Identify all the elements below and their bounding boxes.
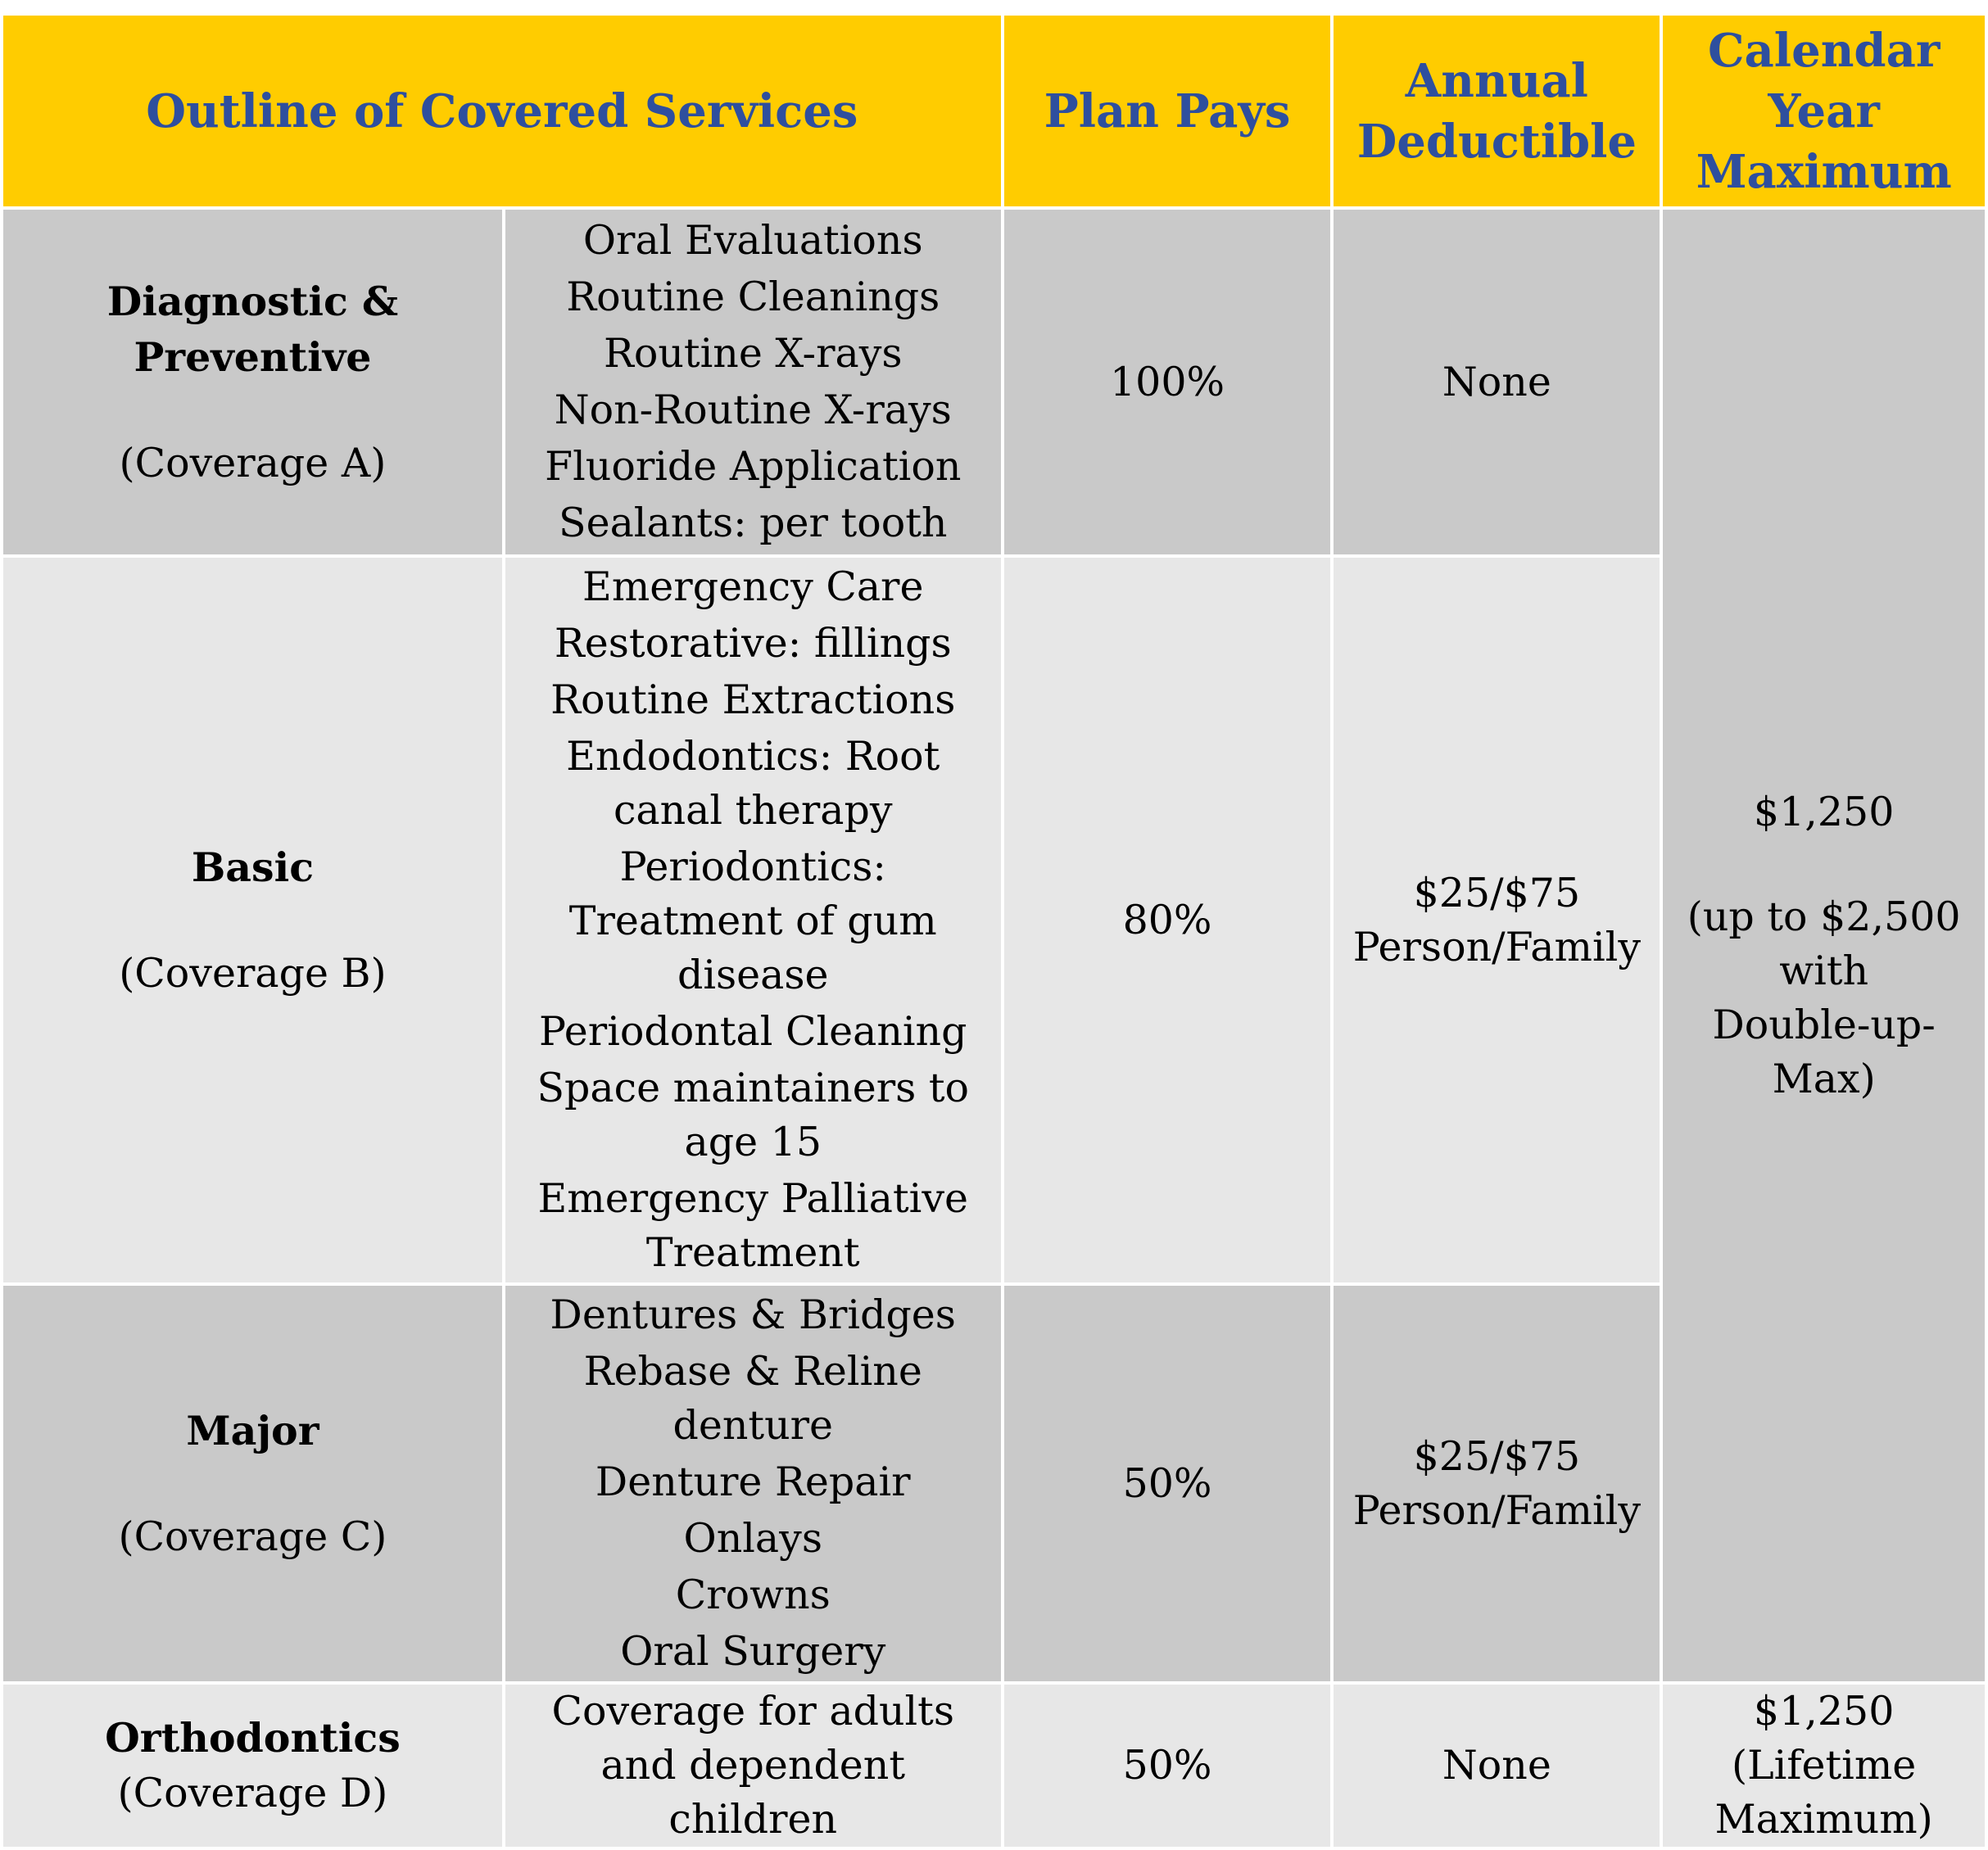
service-item: Space maintainers to age 15 — [537, 1065, 970, 1165]
service-item: Oral Surgery — [620, 1628, 886, 1675]
service-item: Fluoride Application — [545, 443, 962, 490]
deductible-value: $25/$75 — [1413, 1432, 1581, 1480]
coverage-table-wrapper — [0, 12, 1988, 1850]
header-maximum-line-1: Calendar — [1707, 23, 1940, 78]
deductible-value: None — [1442, 358, 1551, 405]
coverage-label: (Coverage A) — [119, 439, 387, 486]
maximum-amount: $1,250 — [1753, 788, 1895, 835]
category-cell — [2, 556, 504, 1284]
category-name: Orthodontics — [105, 1714, 401, 1762]
services-cell — [504, 208, 1003, 556]
service-item: Routine X-rays — [603, 330, 903, 377]
deductible-cell — [1332, 1683, 1661, 1848]
service-item: Emergency Palliative Treatment — [537, 1175, 969, 1276]
service-item: Rebase & Reline denture — [583, 1348, 922, 1449]
services-cell — [504, 1284, 1003, 1683]
table-row — [2, 208, 1986, 556]
plan-pays-value: 80% — [1122, 896, 1212, 943]
header-deductible-line-1: Annual — [1405, 53, 1588, 108]
service-item: Dentures & Bridges — [550, 1291, 956, 1338]
service-item: Denture Repair — [595, 1459, 911, 1505]
service-item: Periodontal Cleaning — [539, 1008, 967, 1055]
shared-maximum-cell — [1661, 208, 1986, 1683]
plan-pays-value: 100% — [1110, 358, 1225, 405]
lifetime-maximum-value: $1,250 (Lifetime Maximum) — [1714, 1688, 1933, 1843]
maximum-note-line-1: (up to $2,500 — [1687, 893, 1961, 940]
category-cell — [2, 1683, 504, 1848]
plan-pays-value: 50% — [1122, 1742, 1212, 1789]
category-name: Basic — [191, 843, 315, 891]
maximum-note-line-3: Double-up-Max) — [1712, 1001, 1936, 1102]
plan-pays-value: 50% — [1122, 1459, 1212, 1507]
coverage-label: (Coverage C) — [118, 1513, 387, 1560]
service-item: Non-Routine X-rays — [554, 387, 952, 433]
service-item: Onlays — [683, 1515, 822, 1562]
deductible-value: None — [1442, 1742, 1551, 1789]
service-item: Crowns — [675, 1572, 831, 1618]
service-item: Coverage for adults and dependent children — [551, 1688, 955, 1843]
deductible-value: $25/$75 — [1413, 869, 1581, 916]
deductible-basis: Person/Family — [1352, 1486, 1642, 1534]
plan-pays-cell — [1003, 556, 1333, 1284]
service-item: Routine Extractions — [550, 676, 956, 723]
service-item: Emergency Care — [582, 563, 924, 610]
deductible-cell — [1332, 208, 1661, 556]
deductible-cell — [1332, 1284, 1661, 1683]
covered-services-table — [0, 12, 1988, 1850]
header-outline-label: Outline of Covered Services — [146, 84, 858, 138]
header-calendar-year-maximum — [1661, 14, 1986, 208]
category-cell — [2, 1284, 504, 1683]
category-cell — [2, 208, 504, 556]
table-row — [2, 1683, 1986, 1848]
header-annual-deductible — [1332, 14, 1661, 208]
service-item: Restorative: fillings — [554, 620, 952, 667]
services-cell — [504, 556, 1003, 1284]
service-item: Routine Cleanings — [566, 274, 940, 320]
maximum-cell — [1661, 1683, 1986, 1848]
service-item: Endodontics: Root canal therapy — [566, 733, 940, 834]
coverage-label: (Coverage B) — [119, 949, 387, 997]
service-item: Oral Evaluations — [582, 217, 923, 264]
header-plan-pays — [1003, 14, 1333, 208]
plan-pays-cell — [1003, 1284, 1333, 1683]
header-plan-pays-label: Plan Pays — [1044, 84, 1291, 138]
plan-pays-cell — [1003, 208, 1333, 556]
category-name: Diagnostic & Preventive — [106, 277, 399, 381]
services-cell — [504, 1683, 1003, 1848]
header-maximum-line-2: Year — [1768, 84, 1880, 138]
coverage-label: (Coverage D) — [117, 1770, 388, 1816]
header-row — [2, 14, 1986, 208]
service-item: Periodontics: Treatment of gum disease — [568, 844, 937, 998]
service-item: Sealants: per tooth — [559, 500, 948, 546]
deductible-basis: Person/Family — [1352, 923, 1642, 970]
plan-pays-cell — [1003, 1683, 1333, 1848]
category-name: Major — [186, 1406, 319, 1454]
header-outline — [2, 14, 1003, 208]
header-maximum-line-3: Maximum — [1696, 144, 1952, 199]
deductible-cell — [1332, 556, 1661, 1284]
header-deductible-line-2: Deductible — [1356, 114, 1637, 169]
maximum-note-line-2: with — [1779, 947, 1869, 994]
